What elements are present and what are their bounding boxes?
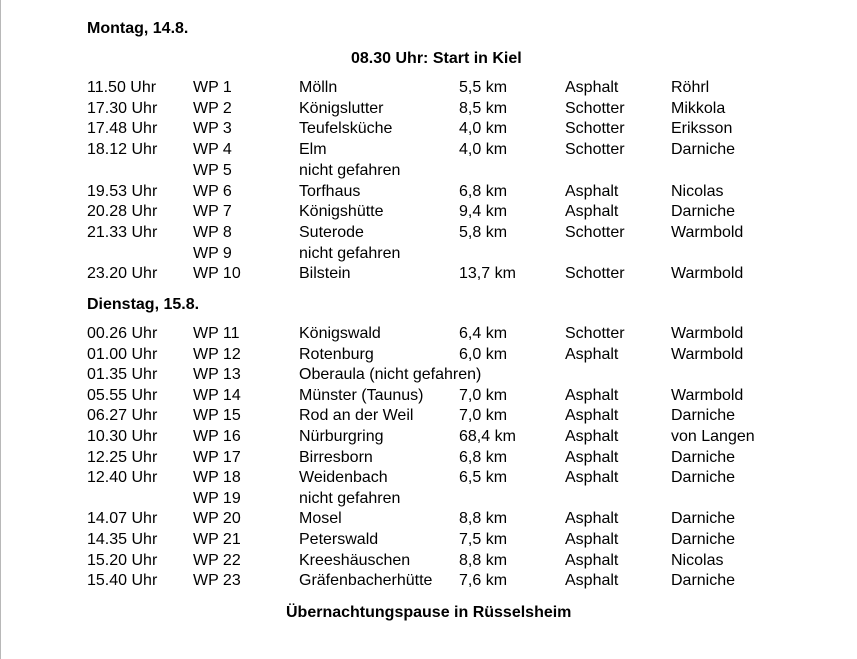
stage-number: WP 22 <box>193 551 241 569</box>
stage-distance: 6,4 km <box>459 325 508 342</box>
stage-surface: Schotter <box>565 141 625 159</box>
stage-time: 14.35 Uhr <box>87 531 158 548</box>
start-note: 08.30 Uhr: Start in Kiel <box>351 50 522 67</box>
stage-distance: 7,6 km <box>459 572 508 590</box>
stage-row <box>87 427 807 447</box>
stage-number: WP 19 <box>193 489 241 507</box>
stage-surface: Asphalt <box>565 345 619 363</box>
stage-row <box>87 119 807 139</box>
stage-time: 17.30 Uhr <box>87 99 158 117</box>
stage-time: 06.27 Uhr <box>87 407 158 425</box>
stage-location: Nürburgring <box>299 428 384 445</box>
stage-number: WP 10 <box>193 265 241 283</box>
stage-distance: 9,4 km <box>459 203 508 221</box>
stage-surface: Asphalt <box>565 428 619 445</box>
stage-location: Birresborn <box>299 448 373 466</box>
stage-location: Königslutter <box>299 99 384 117</box>
stage-row <box>87 140 807 160</box>
stage-surface: Schotter <box>565 223 625 241</box>
stage-row <box>87 78 807 98</box>
stage-distance: 8,8 km <box>459 551 508 569</box>
stage-distance: 7,5 km <box>459 531 508 548</box>
stage-location: Oberaula (nicht gefahren) <box>299 366 482 384</box>
stage-number: WP 23 <box>193 572 241 590</box>
stage-row <box>87 264 807 284</box>
end-note: Übernachtungspause in Rüsselsheim <box>286 604 572 621</box>
stage-distance: 8,8 km <box>459 510 508 528</box>
stage-location: nicht gefahren <box>299 244 401 262</box>
stage-location: Mosel <box>299 510 342 528</box>
stage-surface: Asphalt <box>565 531 619 548</box>
stage-location: Teufelsküche <box>299 120 393 138</box>
stage-winner: Darniche <box>671 572 736 590</box>
stage-surface: Schotter <box>565 325 625 342</box>
stage-surface: Schotter <box>565 120 625 138</box>
stage-row <box>87 244 807 264</box>
stage-time: 23.20 Uhr <box>87 265 158 283</box>
stage-row <box>87 406 807 426</box>
stage-winner: Darniche <box>671 531 736 548</box>
day2-heading: Dienstag, 15.8. <box>87 296 200 313</box>
stage-surface: Asphalt <box>565 407 619 425</box>
stage-surface: Asphalt <box>565 448 619 466</box>
stage-surface: Asphalt <box>565 182 619 200</box>
stage-distance: 6,5 km <box>459 469 508 487</box>
stage-row <box>87 345 807 365</box>
stage-surface: Asphalt <box>565 386 619 404</box>
stage-time: 12.40 Uhr <box>87 469 158 487</box>
stage-distance: 6,8 km <box>459 448 508 466</box>
stage-number: WP 8 <box>193 223 232 241</box>
stage-winner: Nicolas <box>671 182 724 200</box>
stage-time: 10.30 Uhr <box>87 428 158 445</box>
stage-number: WP 12 <box>193 345 241 363</box>
stage-time: 05.55 Uhr <box>87 386 158 404</box>
stage-winner: Röhrl <box>671 79 710 96</box>
stage-location: Bilstein <box>299 265 351 283</box>
stage-location: Königshütte <box>299 203 384 221</box>
stage-location: Kreeshäuschen <box>299 551 411 569</box>
stage-distance: 6,0 km <box>459 345 508 363</box>
stage-number: WP 3 <box>193 120 232 138</box>
stage-location: Münster (Taunus) <box>299 386 424 404</box>
stage-time: 20.28 Uhr <box>87 203 158 221</box>
stage-time: 14.07 Uhr <box>87 510 158 528</box>
stage-winner: Warmbold <box>671 223 744 241</box>
stage-winner: Warmbold <box>671 265 744 283</box>
stage-winner: Darniche <box>671 141 736 159</box>
stage-location: Mölln <box>299 79 338 96</box>
stage-winner: Warmbold <box>671 345 744 363</box>
stage-distance: 7,0 km <box>459 407 508 425</box>
stage-surface: Asphalt <box>565 510 619 528</box>
stage-location: Weidenbach <box>299 469 388 487</box>
stage-time: 17.48 Uhr <box>87 120 158 138</box>
stage-surface: Asphalt <box>565 469 619 487</box>
stage-number: WP 17 <box>193 448 241 466</box>
stage-row <box>87 448 807 468</box>
stage-location: Suterode <box>299 223 364 241</box>
stage-winner: Mikkola <box>671 99 726 117</box>
stage-row <box>87 468 807 488</box>
stage-row <box>87 161 807 181</box>
stage-location: Gräfenbacherhütte <box>299 572 433 590</box>
stage-location: nicht gefahren <box>299 161 401 179</box>
stage-number: WP 5 <box>193 161 232 179</box>
stage-row <box>87 324 807 344</box>
stage-surface: Asphalt <box>565 572 619 590</box>
stage-location: Rotenburg <box>299 345 374 363</box>
stage-surface: Schotter <box>565 99 625 117</box>
stage-number: WP 4 <box>193 141 232 159</box>
stage-location: nicht gefahren <box>299 489 401 507</box>
stage-location: Rod an der Weil <box>299 407 414 425</box>
stage-row <box>87 551 807 571</box>
stage-number: WP 21 <box>193 531 241 548</box>
day1-heading: Montag, 14.8. <box>87 20 189 37</box>
stage-number: WP 7 <box>193 203 232 221</box>
stage-distance: 5,5 km <box>459 79 508 96</box>
stage-location: Königswald <box>299 325 381 342</box>
stage-number: WP 18 <box>193 469 241 487</box>
stage-location: Peterswald <box>299 531 379 548</box>
stage-surface: Asphalt <box>565 551 619 569</box>
stage-time: 00.26 Uhr <box>87 325 158 342</box>
stage-number: WP 20 <box>193 510 241 528</box>
stage-time: 11.50 Uhr <box>87 79 157 96</box>
stage-number: WP 14 <box>193 386 241 404</box>
stage-row <box>87 223 807 243</box>
stage-location: Elm <box>299 141 327 159</box>
stage-surface: Asphalt <box>565 79 619 96</box>
stage-time: 19.53 Uhr <box>87 182 158 200</box>
stage-time: 18.12 Uhr <box>87 141 158 159</box>
stage-time: 12.25 Uhr <box>87 448 158 466</box>
stage-winner: von Langen <box>671 428 755 445</box>
stage-number: WP 6 <box>193 182 232 200</box>
stage-winner: Darniche <box>671 469 736 487</box>
stage-row <box>87 530 807 550</box>
stage-winner: Darniche <box>671 407 736 425</box>
stage-row <box>87 489 807 509</box>
stage-time: 21.33 Uhr <box>87 223 158 241</box>
stage-winner: Eriksson <box>671 120 733 138</box>
stage-surface: Schotter <box>565 265 625 283</box>
stage-number: WP 13 <box>193 366 241 384</box>
stage-time: 01.35 Uhr <box>87 366 158 384</box>
page-left-border <box>0 0 1 659</box>
stage-distance: 6,8 km <box>459 182 508 200</box>
stage-row <box>87 365 807 385</box>
stage-location: Torfhaus <box>299 182 361 200</box>
stage-row <box>87 182 807 202</box>
stage-number: WP 9 <box>193 244 232 262</box>
stage-row <box>87 202 807 222</box>
stage-winner: Nicolas <box>671 551 724 569</box>
stage-distance: 7,0 km <box>459 386 508 404</box>
stage-distance: 5,8 km <box>459 223 508 241</box>
stage-row <box>87 386 807 406</box>
stage-number: WP 2 <box>193 99 232 117</box>
stage-winner: Darniche <box>671 203 736 221</box>
stage-number: WP 1 <box>193 79 232 96</box>
stage-number: WP 15 <box>193 407 241 425</box>
stage-distance: 13,7 km <box>459 265 516 283</box>
stage-winner: Darniche <box>671 448 736 466</box>
stage-number: WP 11 <box>193 325 240 342</box>
stage-distance: 68,4 km <box>459 428 516 445</box>
stage-time: 15.40 Uhr <box>87 572 158 590</box>
stage-distance: 8,5 km <box>459 99 508 117</box>
stage-time: 01.00 Uhr <box>87 345 158 363</box>
stage-number: WP 16 <box>193 428 241 445</box>
stage-distance: 4,0 km <box>459 120 508 138</box>
stage-surface: Asphalt <box>565 203 619 221</box>
stage-distance: 4,0 km <box>459 141 508 159</box>
stage-winner: Darniche <box>671 510 736 528</box>
stage-time: 15.20 Uhr <box>87 551 158 569</box>
stage-winner: Warmbold <box>671 325 744 342</box>
stage-row <box>87 509 807 529</box>
stage-row <box>87 99 807 119</box>
stage-winner: Warmbold <box>671 386 744 404</box>
stage-row <box>87 571 807 591</box>
